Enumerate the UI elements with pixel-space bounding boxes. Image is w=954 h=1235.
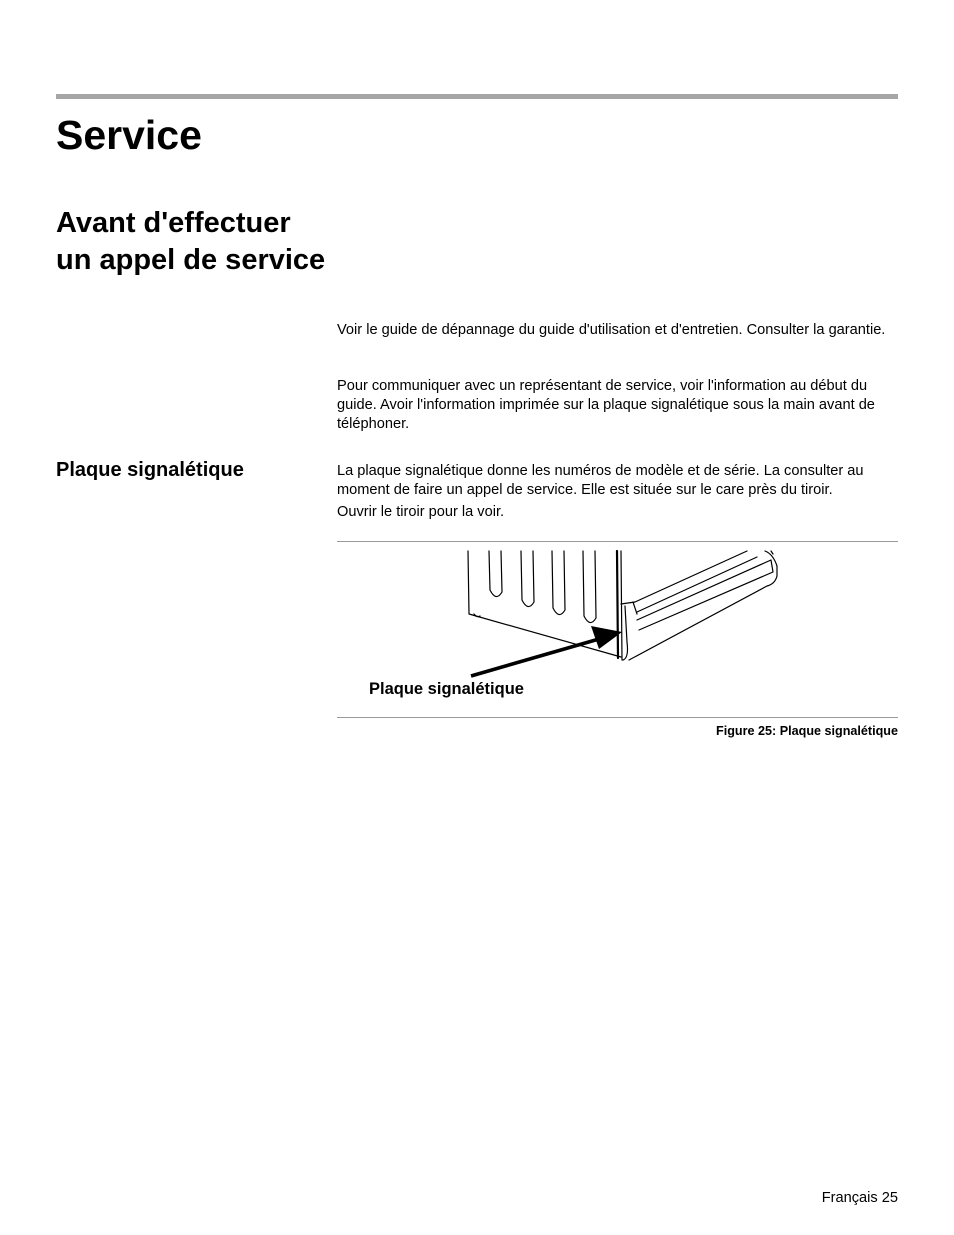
page-title: Service (56, 112, 202, 158)
section-heading (56, 205, 325, 279)
section-heading-line2: un appel de service (56, 244, 326, 276)
vent-slot-3 (552, 551, 565, 615)
top-rule (56, 94, 898, 99)
section-heading-line1: Avant d'effectuer (56, 207, 291, 239)
rating-plate-heading: Plaque signalétique (56, 459, 244, 481)
drawer-front (621, 551, 747, 604)
vent-slot-1 (489, 551, 502, 597)
range-front-corner (617, 551, 618, 658)
figure-bottom-rule (337, 717, 898, 718)
vent-slot-2 (521, 551, 534, 607)
rating-plate-callout-label: Plaque signalétique (369, 680, 524, 698)
service-paragraph-2: Pour communiquer avec un représentant de service, voir l'information au début du guide. Avoir l'information imprimée sur la plaque signalétique sous la main avant de téléphoner. (337, 378, 875, 432)
rating-plate-paragraph-1: La plaque signalétique donne les numéros de modèle et de série. La consulter au moment de faire un appel de service. Elle est située sur le care près du tiroir. (337, 463, 864, 498)
rating-plate-paragraph-2: Ouvrir le tiroir pour la voir. (337, 504, 505, 520)
vent-slot-4 (583, 551, 596, 623)
service-paragraph-1: Voir le guide de dépannage du guide d'utilisation et d'entretien. Consulter la garantie. (337, 322, 886, 338)
page-footer: Français 25 (821, 1190, 898, 1206)
figure-caption: Figure 25: Plaque signalétique (716, 724, 898, 738)
